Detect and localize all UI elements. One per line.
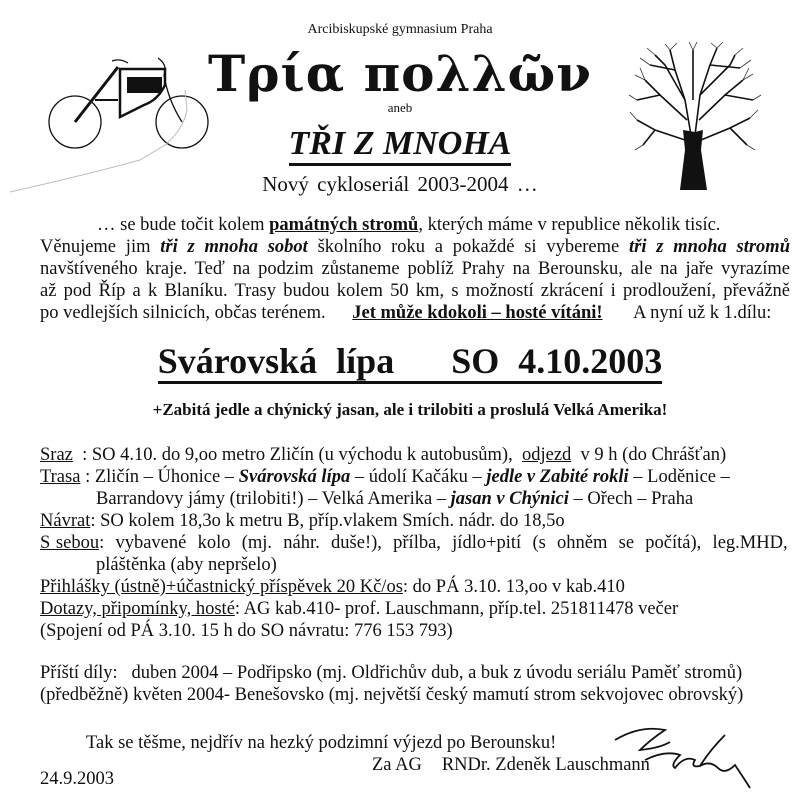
document-date: 24.9.2003 [40, 769, 114, 789]
event-title: Svárovská lípa SO 4.10.2003 [0, 340, 800, 382]
author-name: RNDr. Zdeněk Lauschmann [441, 755, 650, 775]
detail-spojeni: (Spojení od PÁ 3.10. 15 h do SO návratu: 776 153 793) [40, 621, 453, 641]
event-subtitle: +Zabitá jedle a chýnický jasan, ale i trilobiti a proslulá Velká Amerika! [152, 400, 668, 419]
czech-title: TŘI Z MNOHA [0, 125, 800, 163]
signature-icon [610, 720, 760, 790]
school-name: Arcibiskupské gymnasium Praha [307, 22, 493, 37]
intro-line-1: … se bude točit kolem památných stromů, kterých máme v republice několik tisíc. [97, 215, 721, 235]
detail-dotazy: Dotazy, připomínky, hosté: AG kab.410- prof. Lauschmann, příp.tel. 251811478 večer [40, 599, 679, 619]
detail-navrat: Návrat: SO kolem 18,3o k metru B, příp.vlakem Smích. nádr. do 18,5o [40, 511, 565, 531]
detail-trasa-2: Barrandovy jámy (trilobiti!) – Velká Amerika – jasan v Chýnici – Ořech – Praha [96, 489, 694, 509]
detail-sraz: Sraz : SO 4.10. do 9,oo metro Zličín (u východu k autobusům), odjezd v 9 h (do Chrášťan) [40, 445, 727, 465]
greek-title: Τρία πολλῶν [208, 44, 592, 103]
closing-greeting: Tak se těšme, nejdřív na hezký podzimní výjezd po Berounsku! [86, 733, 557, 753]
memorial-trees-link: památných stromů [269, 215, 419, 235]
next-episode-1: Příští díly: duben 2004 – Podřipsko (mj. Oldřichův dub, a buk z úvodu seriálu Paměť stromů) [40, 663, 743, 683]
intro-line-3: navštíveného kraje. Teď na podzim zůstaneme poblíž Prahy na Berounsku, ale na jaře vyrazíme [40, 259, 790, 279]
detail-sebou: S sebou: vybavené kolo (mj. náhr. duše!), přílba, jídlo+pití (s ohněm se počítá), leg.MHD, [40, 533, 788, 553]
intro-line-4: až pod Říp a k Blaníku. Trasy budou kolem 50 km, s možností zkrácení i prodloužení, převážně [40, 281, 790, 301]
aneb-label: aneb [387, 100, 413, 115]
detail-prihlasky: Přihlášky (ústně)+účastnický příspěvek 20 Kč/os: do PÁ 3.10. 13,oo v kab.410 [40, 577, 625, 597]
closing-signoff: Za AG RNDr. Zdeněk Lauschmann [372, 755, 650, 775]
intro-line-5: po vedlejších silnicích, občas terénem. Jet může kdokoli – hosté vítáni! A nyní už k 1.dílu: [40, 303, 772, 323]
detail-sebou-2: pláštěnka (aby nepršelo) [96, 555, 277, 575]
next-episode-2: (předběžně) květen 2004- Benešovsko (mj. největší český mamutí strom sekvojovec obrovský) [40, 685, 744, 705]
series-line: Nový cykloseriál 2003-2004 … [262, 172, 538, 196]
intro-line-2: Věnujeme jim tři z mnoha sobot školního roku a pokaždé si vybereme tři z mnoha stromů [40, 237, 790, 257]
guests-welcome: Jet může kdokoli – hosté vítáni! [352, 303, 603, 323]
detail-trasa: Trasa : Zličín – Úhonice – Svárovská lípa – údolí Kačáku – jedle v Zabité rokli – Loděnice – [40, 467, 730, 487]
